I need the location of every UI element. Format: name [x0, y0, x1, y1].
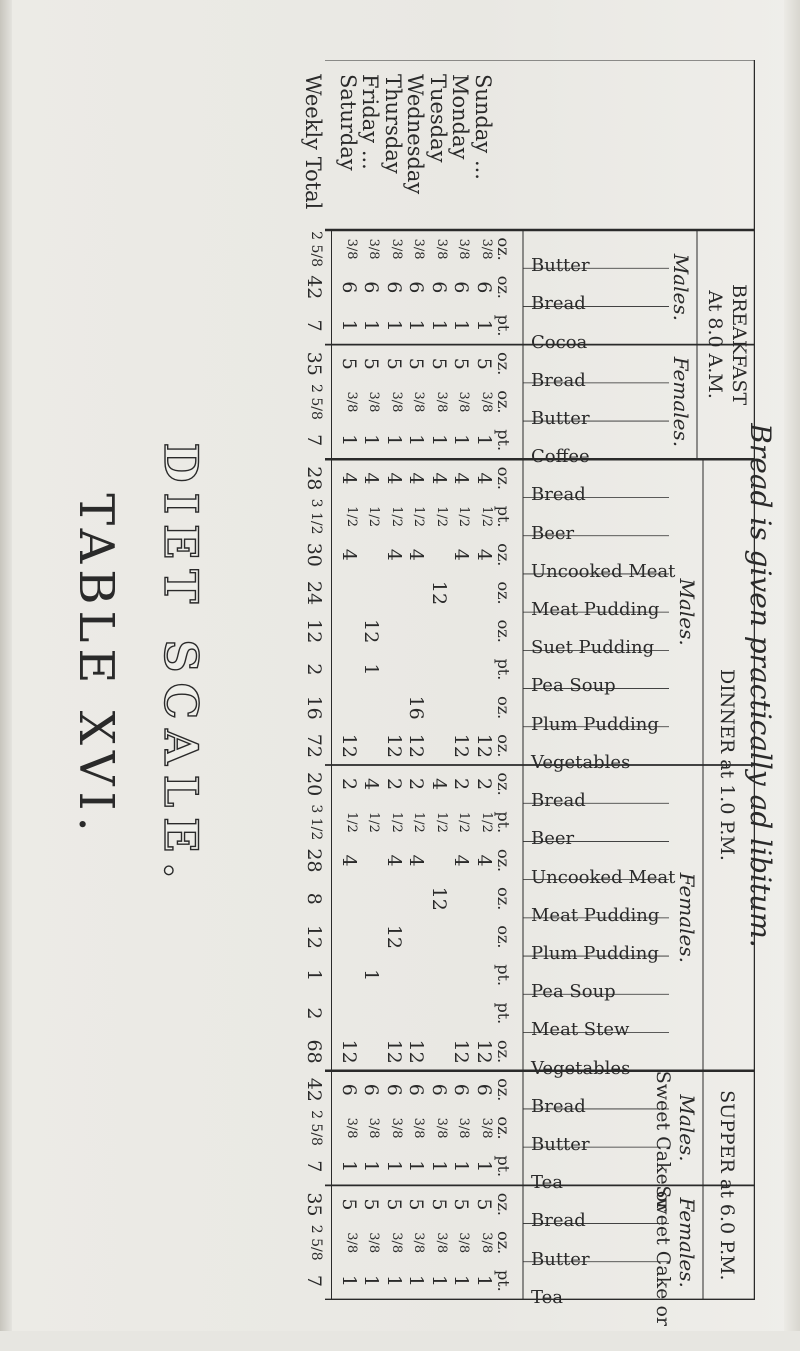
total-cell: 12 — [303, 924, 326, 950]
row-label: Monday — [448, 74, 473, 160]
table-cell: 5 — [428, 1198, 450, 1211]
unit-sm_bread: oz. — [494, 1078, 513, 1102]
total-cell: 2 5/8 — [308, 1110, 325, 1146]
total-cell: 24 — [303, 580, 326, 606]
unit-bf_butter: oz. — [494, 390, 513, 414]
total-cell: 35 — [303, 351, 326, 376]
unit-df_meatpud: oz. — [494, 887, 513, 911]
table-cell: 16 — [405, 695, 428, 720]
unit-df_bread: oz. — [494, 772, 513, 796]
total-cell: 20 — [303, 772, 326, 797]
table-cell: 1 — [338, 1274, 360, 1287]
table-cell: 3/8 — [479, 391, 494, 413]
unit-sf_tea: pt. — [494, 1270, 513, 1292]
table-cell: 4 — [450, 472, 473, 485]
table-cell: 1 — [360, 319, 383, 332]
table-cell: 6 — [383, 1083, 405, 1096]
table-cell: 1 — [338, 319, 360, 332]
table-cell: 1/2 — [434, 506, 449, 528]
unit-sf_bread: oz. — [494, 1192, 513, 1217]
table-cell: 3/8 — [434, 238, 449, 260]
table-cell: 12 — [428, 580, 450, 606]
unit-dm_pea: pt. — [494, 658, 513, 681]
total-cell: 1 — [303, 969, 326, 982]
unit-bm_bread: oz. — [494, 275, 513, 299]
table-cell: 2 — [383, 778, 405, 791]
subgroup-females: Females. — [675, 1197, 699, 1288]
column-header-sf_tea: Tea — [531, 1286, 563, 1308]
total-label: Weekly Total — [301, 74, 326, 210]
sweet-cake-label: Sweet Cake or — [652, 1185, 674, 1326]
total-cell: 12 — [303, 619, 326, 644]
table-cell: 4 — [360, 472, 383, 485]
table-cell: 4 — [405, 548, 428, 561]
total-cell: 2 5/8 — [308, 231, 325, 268]
footer-note: Bread is given practically ad libitum. — [744, 423, 777, 948]
table-cell: 4 — [360, 778, 383, 791]
column-header-dm_beer: Beer — [531, 522, 575, 544]
unit-df_stew: pt. — [494, 1002, 513, 1025]
table-cell: 1/2 — [456, 506, 472, 528]
diet-table — [301, 60, 755, 1326]
total-cell: 35 — [303, 1192, 326, 1217]
table-cell: 2 — [338, 778, 360, 791]
table-cell: 6 — [360, 1083, 383, 1096]
table-cell: 1 — [405, 434, 428, 447]
table-cell: 3/8 — [411, 1117, 427, 1139]
row-label: Wednesday — [403, 74, 428, 195]
table-cell: 1 — [360, 969, 383, 982]
total-cell: 42 — [303, 275, 326, 300]
row-label: Tuesday — [426, 74, 450, 163]
unit-df_plum: oz. — [494, 925, 513, 949]
total-cell: 7 — [303, 319, 326, 332]
table-cell: 12 — [338, 733, 360, 758]
unit-sf_butter: oz. — [494, 1231, 513, 1255]
table-cell: 1 — [450, 319, 473, 332]
column-header-df_plum: Plum Pudding — [531, 942, 659, 964]
column-header-df_stew: Meat Stew — [531, 1019, 630, 1041]
table-cell: 4 — [338, 472, 360, 485]
table-cell: 1 — [383, 319, 405, 332]
table-cell: 5 — [383, 357, 405, 370]
row-label: Saturday — [336, 74, 360, 171]
table-cell: 6 — [405, 281, 428, 294]
table-cell: 1/2 — [344, 811, 359, 833]
table-cell: 12 — [473, 733, 495, 758]
column-header-sm_tea: Tea — [531, 1172, 563, 1194]
table-cell: 3/8 — [456, 1117, 472, 1139]
table-cell: 3/8 — [411, 391, 427, 413]
total-cell: 72 — [303, 733, 326, 758]
table-cell: 1 — [428, 319, 450, 332]
unit-df_meat: oz. — [494, 848, 513, 873]
table-cell: 1/2 — [366, 811, 382, 833]
total-cell: 2 5/8 — [308, 1224, 325, 1261]
table-cell: 5 — [405, 1198, 428, 1211]
group-breakfast: BREAKFAST — [728, 284, 750, 406]
total-cell: 7 — [303, 1160, 326, 1173]
table-cell: 4 — [383, 472, 405, 485]
table-cell: 1/2 — [366, 506, 382, 528]
column-header-sf_bread: Bread — [531, 1210, 586, 1232]
table-cell: 1 — [428, 434, 450, 447]
column-header-bm_cocoa: Cocoa — [531, 331, 588, 353]
unit-bf_coffee: pt. — [494, 429, 513, 452]
table-cell: 12 — [405, 733, 428, 758]
unit-bm_cocoa: pt. — [494, 314, 513, 337]
subgroup-males: Males. — [675, 1094, 699, 1162]
table-cell: 12 — [383, 924, 405, 950]
column-header-dm_veg: Vegetables — [531, 751, 631, 773]
table-cell: 5 — [428, 357, 450, 370]
table-cell: 3/8 — [456, 391, 472, 413]
table-cell: 3/8 — [389, 391, 404, 413]
table-cell: 1/2 — [411, 811, 427, 833]
table-cell: 3/8 — [344, 1232, 359, 1254]
table-cell: 5 — [473, 357, 495, 370]
table-cell: 1 — [338, 1160, 360, 1173]
column-header-bm_bread: Bread — [531, 293, 586, 315]
table-cell: 2 — [450, 778, 473, 791]
total-cell: 30 — [303, 542, 326, 567]
table-cell: 5 — [450, 357, 473, 370]
table-cell: 4 — [428, 778, 450, 791]
table-cell: 12 — [405, 1039, 428, 1064]
table-cell: 6 — [450, 281, 473, 294]
table-cell: 3/8 — [389, 1232, 404, 1254]
table-cell: 1 — [450, 434, 473, 447]
column-header-df_meat: Uncooked Meat — [531, 866, 676, 888]
table-cell: 1 — [473, 319, 495, 332]
column-header-dm_meat: Uncooked Meat — [531, 560, 676, 582]
table-cell: 3/8 — [366, 391, 382, 413]
column-header-sm_butter: Butter — [531, 1134, 590, 1156]
sweet-cake-label: Sweet Cake or — [652, 1070, 674, 1212]
table-cell: 3/8 — [344, 1117, 359, 1139]
table-cell: 5 — [450, 1198, 473, 1211]
unit-sm_tea: pt. — [494, 1155, 513, 1178]
table-cell: 4 — [473, 472, 495, 485]
table-cell: 1 — [360, 434, 383, 447]
table-cell: 3/8 — [456, 1232, 472, 1254]
table-cell: 1 — [360, 663, 383, 676]
table-cell: 5 — [360, 1198, 383, 1211]
table-cell: 1 — [383, 1274, 405, 1287]
table-cell: 1 — [383, 434, 405, 447]
table-cell: 1/2 — [479, 811, 494, 833]
total-cell: 28 — [303, 466, 326, 491]
table-title: TABLE XVI. — [68, 493, 124, 838]
table-cell: 6 — [428, 281, 450, 294]
row-label: Sunday ... — [471, 74, 495, 180]
unit-dm_veg: oz. — [494, 734, 513, 758]
table-cell: 6 — [360, 281, 383, 294]
table-cell: 3/8 — [434, 391, 449, 413]
row-label: Thursday — [381, 74, 405, 174]
row-label: Friday ... — [358, 74, 383, 170]
table-cell: 5 — [383, 1198, 405, 1211]
table-cell: 1/2 — [344, 506, 359, 528]
table-cell: 1/2 — [479, 506, 494, 528]
unit-df_beer: pt. — [494, 811, 513, 834]
table-cell: 3/8 — [389, 238, 404, 260]
table-cell: 5 — [360, 357, 383, 370]
unit-sm_butter: oz. — [494, 1116, 513, 1140]
column-header-bf_coffee: Coffee — [531, 446, 590, 468]
column-header-dm_plum: Plum Pudding — [531, 713, 659, 735]
total-cell: 3 1/2 — [308, 804, 325, 841]
table-cell: 2 — [405, 778, 428, 791]
table-cell: 1 — [360, 1160, 383, 1173]
table-cell: 12 — [473, 1039, 495, 1064]
total-cell: 2 5/8 — [308, 384, 325, 420]
table-cell: 4 — [428, 472, 450, 485]
table-cell: 6 — [428, 1083, 450, 1096]
total-cell: 2 — [303, 1007, 326, 1020]
table-cell: 12 — [360, 619, 383, 644]
table-cell: 6 — [338, 1083, 360, 1096]
column-header-dm_meatpud: Meat Pudding — [531, 599, 660, 621]
table-cell: 6 — [338, 281, 360, 294]
unit-dm_meatpud: oz. — [494, 581, 513, 605]
column-header-dm_pea: Pea Soup — [531, 675, 616, 697]
table-cell: 12 — [450, 1039, 473, 1064]
table-cell: 3/8 — [344, 238, 359, 260]
table-cell: 1 — [360, 1274, 383, 1287]
unit-bm_butter: oz. — [494, 237, 513, 261]
table-cell: 12 — [383, 733, 405, 758]
table-cell: 1 — [428, 1160, 450, 1173]
subgroup-females: Females. — [669, 356, 693, 448]
table-cell: 5 — [338, 357, 360, 370]
unit-dm_plum: oz. — [494, 696, 513, 720]
table-cell: 6 — [473, 281, 495, 294]
table-cell: 1 — [405, 1274, 428, 1287]
table-cell: 3/8 — [344, 391, 359, 413]
total-cell: 2 — [303, 663, 326, 676]
table-cell: 3/8 — [411, 1232, 427, 1254]
table-cell: 6 — [473, 1083, 495, 1096]
total-cell: 28 — [303, 848, 326, 873]
table-cell: 3/8 — [366, 238, 382, 260]
table-cell: 1 — [473, 1160, 495, 1173]
table-cell: 3/8 — [434, 1117, 449, 1139]
table-cell: 4 — [383, 548, 405, 561]
total-cell: 16 — [303, 695, 326, 720]
table-cell: 6 — [383, 281, 405, 294]
unit-dm_suet: oz. — [494, 619, 513, 643]
subgroup-males: Males. — [669, 253, 693, 321]
table-cell: 5 — [338, 1198, 360, 1211]
group-supper: SUPPER at 6.0 P.M. — [716, 1090, 738, 1281]
table-cell: 4 — [405, 472, 428, 485]
table-cell: 6 — [405, 1083, 428, 1096]
table-cell: 1 — [338, 434, 360, 447]
column-header-df_meatpud: Meat Pudding — [531, 904, 660, 926]
total-cell: 3 1/2 — [308, 498, 325, 535]
table-cell: 12 — [450, 733, 473, 758]
unit-dm_meat: oz. — [494, 543, 513, 567]
table-cell: 4 — [473, 548, 495, 561]
total-cell: 7 — [303, 434, 326, 447]
table-cell: 4 — [450, 854, 473, 867]
table-cell: 5 — [405, 357, 428, 370]
column-header-bf_butter: Butter — [531, 407, 590, 429]
table-cell: 2 — [473, 778, 495, 791]
column-header-bm_butter: Butter — [531, 255, 590, 277]
table-cell: 4 — [383, 854, 405, 867]
unit-dm_bread: oz. — [494, 466, 513, 490]
unit-df_veg: oz. — [494, 1040, 513, 1064]
column-header-dm_bread: Bread — [531, 484, 586, 506]
table-cell: 3/8 — [434, 1232, 449, 1254]
column-header-bf_bread: Bread — [531, 369, 586, 391]
column-header-df_bread: Bread — [531, 790, 586, 812]
table-cell: 1 — [428, 1274, 450, 1287]
column-header-sf_butter: Butter — [531, 1248, 590, 1270]
table-cell: 3/8 — [411, 238, 427, 260]
table-cell: 4 — [450, 548, 473, 561]
table-cell: 1 — [450, 1160, 473, 1173]
table-cell: 1 — [405, 319, 428, 332]
table-cell: 4 — [338, 854, 360, 867]
table-cell: 12 — [338, 1039, 360, 1064]
table-subtitle: DIET SCALE. — [154, 442, 208, 889]
column-header-df_pea: Pea Soup — [531, 981, 616, 1003]
table-cell: 1/2 — [456, 811, 472, 833]
table-cell: 12 — [428, 886, 450, 911]
table-cell: 3/8 — [366, 1232, 382, 1254]
column-header-sm_bread: Bread — [531, 1095, 586, 1117]
total-cell: 42 — [303, 1077, 326, 1102]
subgroup-males: Males. — [675, 578, 699, 646]
table-cell: 1/2 — [434, 811, 449, 833]
table-cell: 6 — [450, 1083, 473, 1096]
table-cell: 1 — [473, 1274, 495, 1287]
column-header-df_beer: Beer — [531, 828, 575, 850]
group-dinner: DINNER at 1.0 P.M. — [716, 669, 738, 861]
table-cell: 5 — [473, 1198, 495, 1211]
table-cell: 1 — [383, 1160, 405, 1173]
table-cell: 3/8 — [479, 238, 494, 260]
unit-bf_bread: oz. — [494, 352, 513, 376]
column-header-df_veg: Vegetables — [531, 1057, 631, 1079]
table-cell: 1 — [405, 1160, 428, 1173]
table-cell: 4 — [473, 854, 495, 867]
unit-dm_beer: pt. — [494, 505, 513, 528]
table-cell: 3/8 — [479, 1117, 494, 1139]
table-cell: 4 — [405, 854, 428, 867]
unit-df_pea: pt. — [494, 964, 513, 987]
total-cell: 68 — [303, 1039, 326, 1064]
subgroup-females: Females. — [675, 872, 699, 964]
table-cell: 3/8 — [389, 1117, 404, 1139]
total-cell: 7 — [303, 1274, 326, 1287]
group-breakfast-time: At 8.0 A.M. — [704, 290, 726, 399]
column-header-dm_suet: Suet Pudding — [531, 637, 655, 659]
table-cell: 4 — [338, 548, 360, 561]
total-cell: 8 — [303, 892, 326, 905]
table-cell: 1/2 — [389, 811, 404, 833]
table-cell: 3/8 — [366, 1117, 382, 1139]
table-cell: 1/2 — [389, 506, 404, 528]
table-cell: 3/8 — [456, 238, 472, 260]
table-cell: 1/2 — [411, 506, 427, 528]
table-cell: 3/8 — [479, 1232, 494, 1254]
table-cell: 1 — [450, 1274, 473, 1287]
table-cell: 12 — [383, 1039, 405, 1064]
table-cell: 1 — [473, 434, 495, 447]
